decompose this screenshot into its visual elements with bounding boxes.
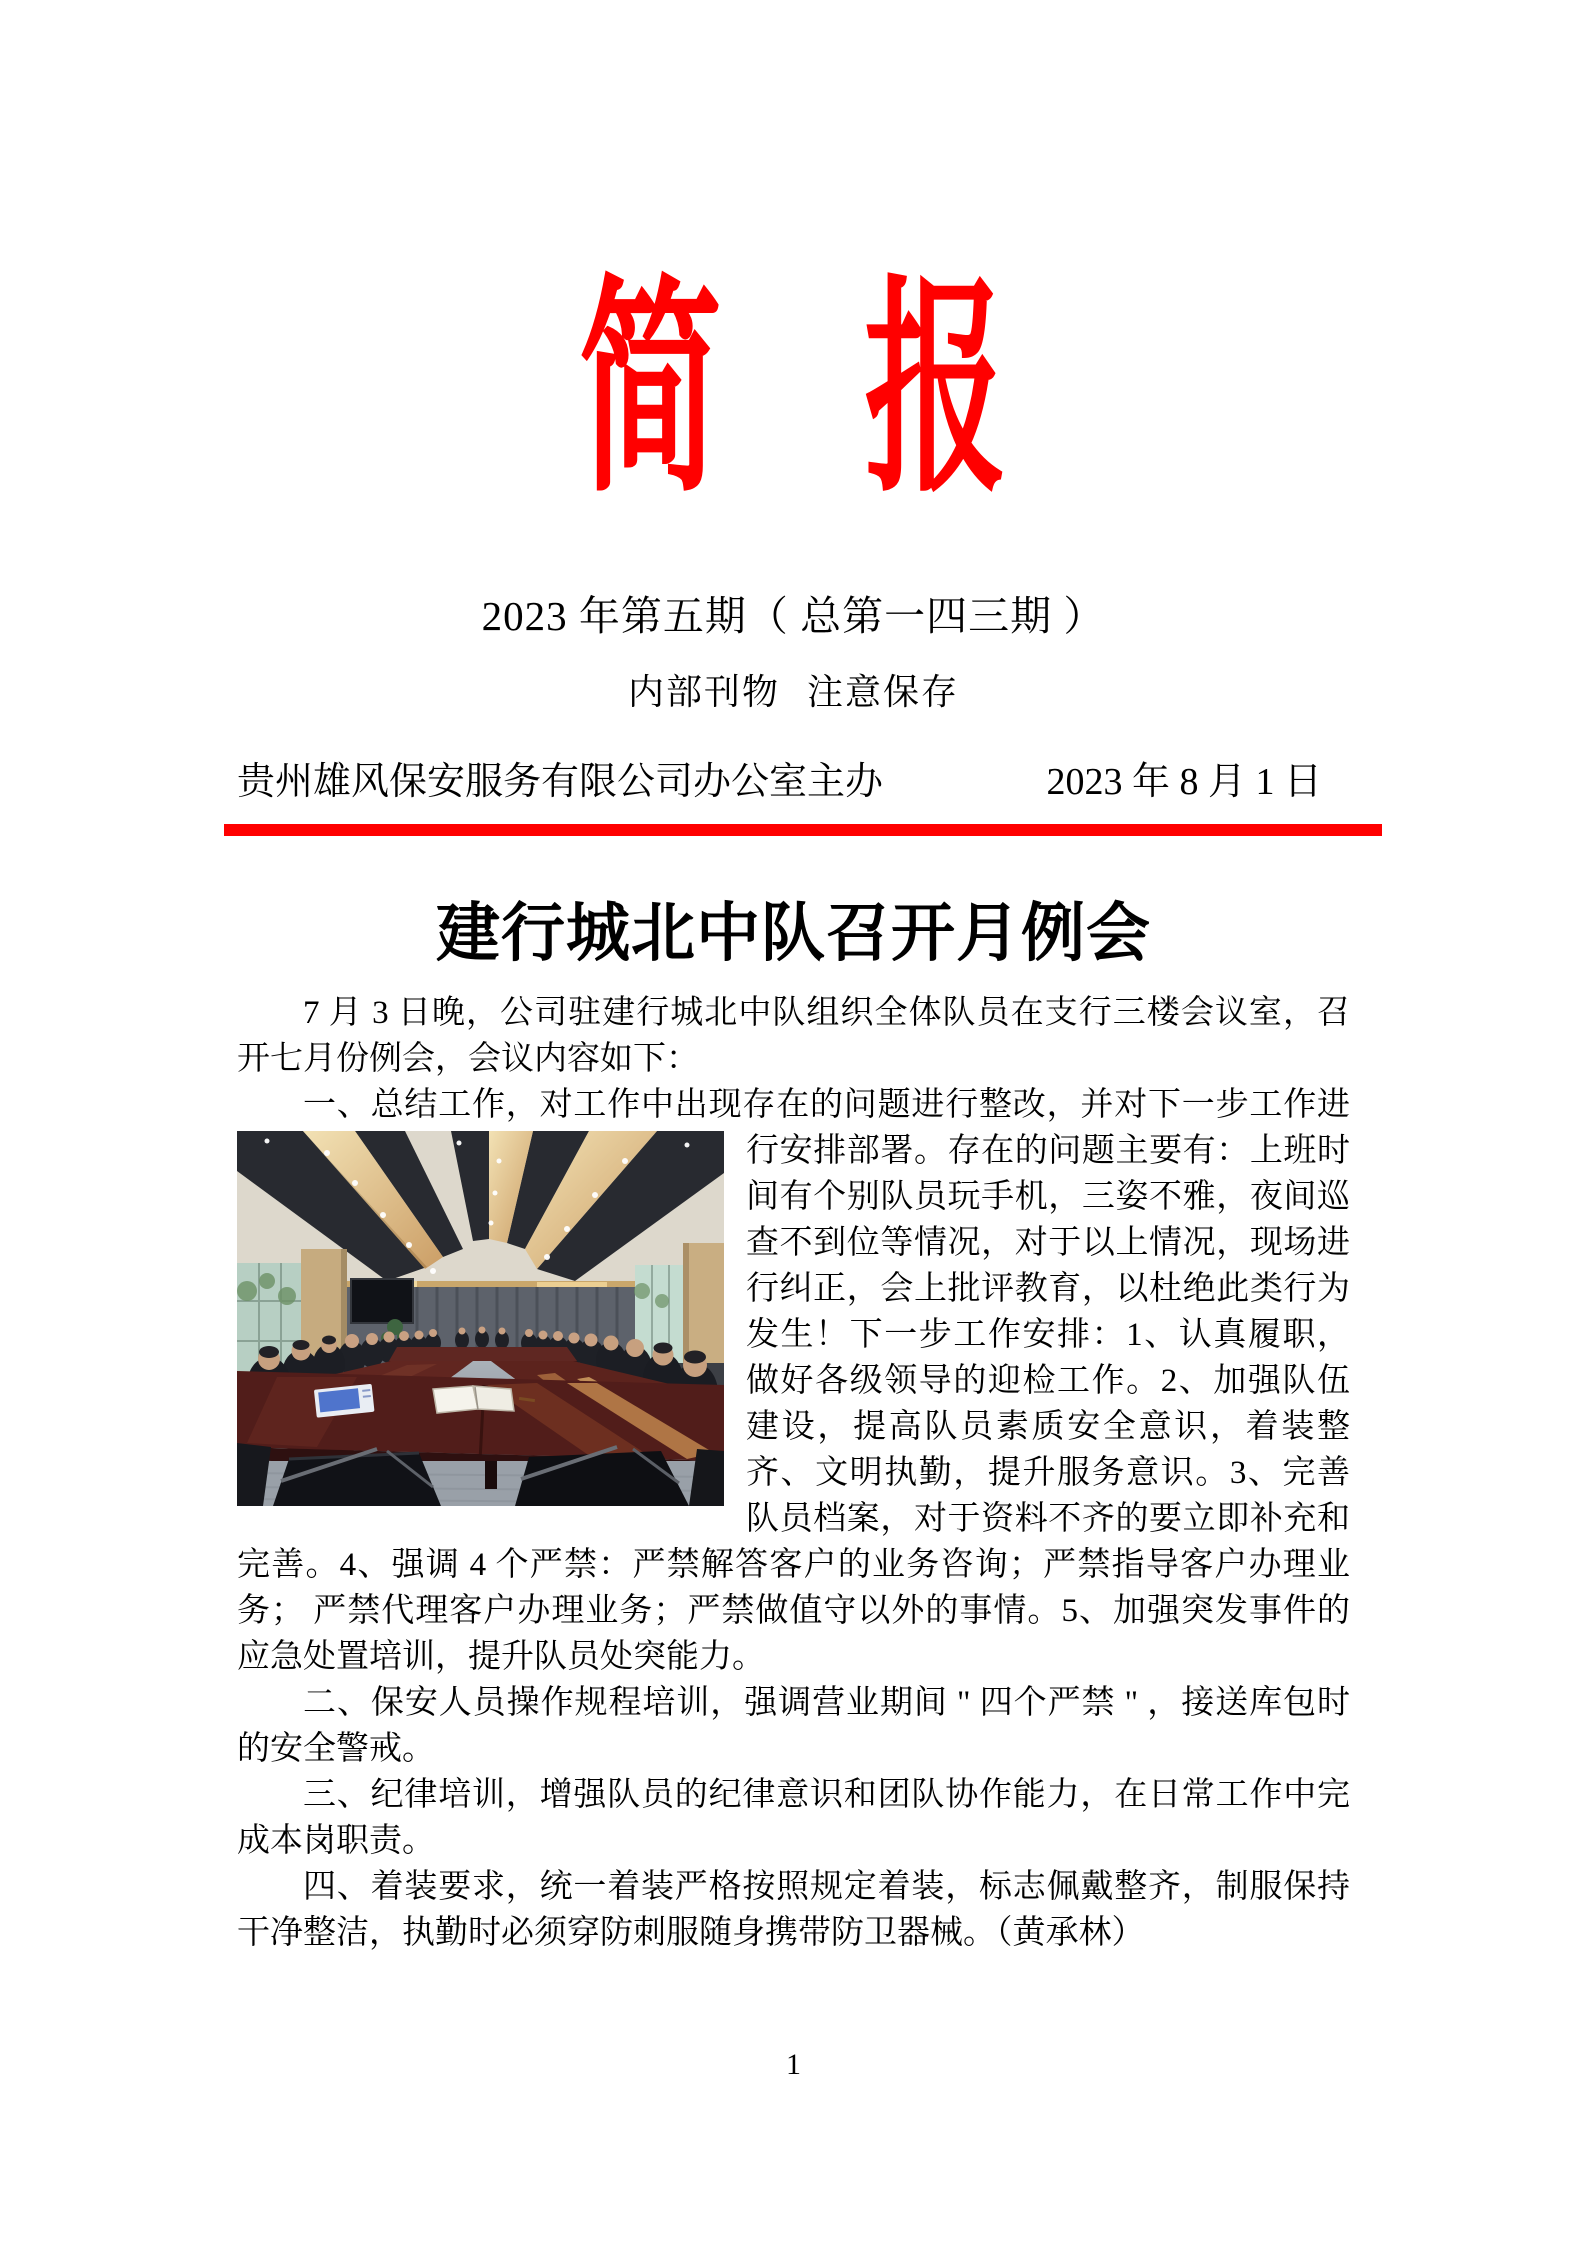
publisher-row — [237, 758, 1350, 806]
paragraph-item2: 二、保安人员操作规程培训，强调营业期间 " 四个严禁 " ，接送库包时的安全警戒。 — [237, 1685, 1350, 1767]
meeting-room-photo — [237, 1131, 724, 1506]
publish-date: 2023 年 8 月 1 日 — [1046, 761, 1322, 803]
notice-line: 内部刊物 注意保存 — [627, 672, 959, 712]
paragraph-item3: 三、纪律培训，增强队员的纪律意识和团队协作能力，在日常工作中完成本岗职责。 — [237, 1777, 1350, 1859]
paragraph-item1-lead: 一、总结工作，对工作中出现存在的问题进行整改，并对下一步工作进行安 — [303, 1087, 1350, 1169]
page-content — [0, 230, 1587, 1956]
publisher-name: 贵州雄风保安服务有限公司办公室主办 — [237, 761, 884, 803]
paragraph-item1 — [237, 1082, 1350, 1680]
page-number: 1 — [786, 2048, 801, 2081]
paragraph-intro: 7 月 3 日晚，公司驻建行城北中队组织全体队员在支行三楼会议室，召开七月份例会，会议内容如下： — [237, 995, 1350, 1077]
red-divider-rule — [224, 824, 1382, 836]
issue-line: 2023 年第五期（ 总第一四三期 ） — [481, 593, 1106, 639]
paragraph-item4: 四、着装要求，统一着装严格按照规定着装，标志佩戴整齐，制服保持干净整洁，执勤时必须穿防刺服随身携带防卫器械。（黄承林） — [237, 1869, 1350, 1951]
article-body — [237, 990, 1350, 1956]
article-title: 建行城北中队召开月例会 — [436, 898, 1151, 969]
meeting-room-photo-graphic — [237, 1131, 724, 1506]
paragraph-item1-rest: 排部署。存在的问题主要有：上班时间有个别队员玩手机，三姿不雅，夜间巡查不到位等情况，对于以上情况，现场进行纠正，会上批评教育，以杜绝此类行为发生！下一步工作安排：1、认真履职，做好各级领导的迎检工作。2、加强队伍建设，提高队员素质安全意识，着装整齐、文明执勤，提升服务意识。3、完善队员档案，对于资料不齐的要立即补充和完善。4、强调 4 个严禁：严禁解答客户的业务咨询；严禁指导客户办理业务； 严禁代理客户办理业务；严禁做值守以外的事情。5、加强突发事件的应急处置培训，提升队员处突能力。 — [237, 1133, 1351, 1675]
masthead-title: 简 报 — [579, 261, 1008, 518]
masthead — [237, 230, 1350, 550]
